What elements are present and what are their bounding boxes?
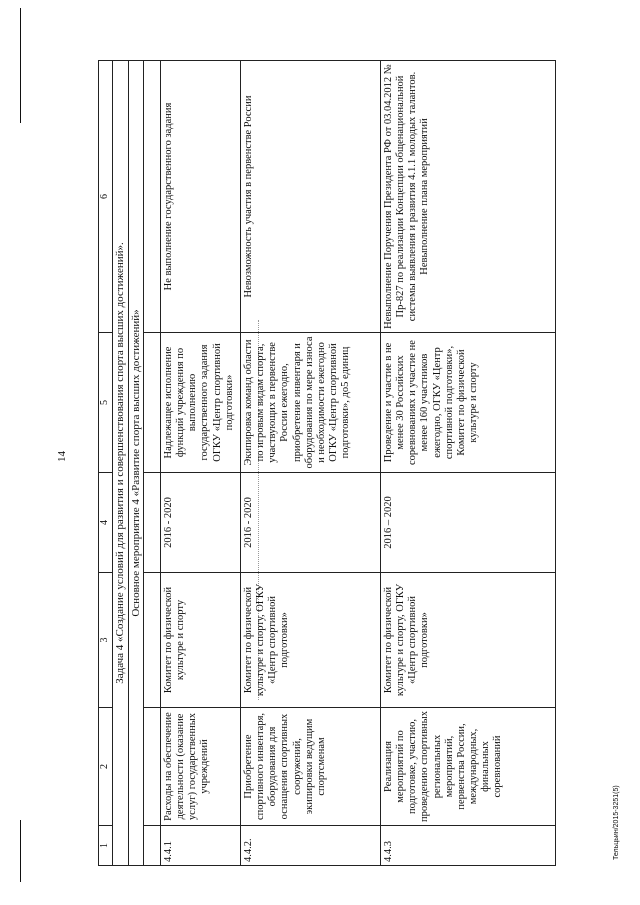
margin-line-top <box>20 8 21 123</box>
row-name: Реализация мероприятий по подготовке, участию, проведению спортивных региональных мероприятий, первенства России, международных, финальных соревнований <box>381 708 556 826</box>
row-number: 4.4.3 <box>381 826 556 866</box>
header-col-2: 2 <box>99 708 113 826</box>
row-name: Расходы на обеспечение деятельности (оказание услуг) государственных учреждений <box>161 708 241 826</box>
header-col-4: 4 <box>99 473 113 573</box>
row-result: Проведение и участие в не менее 30 Российских соревнованиях и участие не менее 160 участников ежегодно, ОГКУ «Центр спортивной подготовки», Комитет по физической культуре и спорту <box>381 333 556 473</box>
header-col-6: 6 <box>99 61 113 333</box>
row-number: 4.4.2. <box>241 826 381 866</box>
row-result: Экипировка команд области по игровым видам спорта, участвующих в первенстве России ежегодно, приобретение инвентаря и оборудования по мере износа и необходимости ежегодно ОГКУ «Центр спортивной подготовки», до5 единиц <box>241 333 381 473</box>
row-period: 2016 - 2020 <box>161 473 241 573</box>
row-period: 2016 - 2020 <box>241 473 381 573</box>
table-row <box>161 61 241 866</box>
spacer-cell <box>144 708 161 826</box>
rotated-table-container <box>98 61 594 866</box>
row-name: Приобретение спортивного инвентаря, оборудования для оснащения спортивных сооружений, экипировки ведущим спортсменам <box>241 708 381 826</box>
table-row <box>381 61 556 866</box>
spacer-cell <box>144 826 161 866</box>
spacer-cell <box>144 333 161 473</box>
subtask-title: Основное мероприятие 4 «Развитие спорта высших достижений» <box>128 61 144 866</box>
footer-code: Тельцьин/2015-3251(5) <box>613 785 620 860</box>
table-row <box>241 61 381 866</box>
task-row <box>113 61 129 866</box>
row-executor: Комитет по физической культуре и спорту, ОГКУ «Центр спортивной подготовки» <box>381 573 556 708</box>
row-executor: Комитет по физической культуре и спорту, ОГКУ «Центр спортивной подготовки» <box>241 573 381 708</box>
header-col-3: 3 <box>99 573 113 708</box>
row-number: 4.4.1 <box>161 826 241 866</box>
row-period: 2016 – 2020 <box>381 473 556 573</box>
row-risk: Невыполнение Поручения Президента РФ от 03.04.2012 № Пр-827 по реализации Концепции общенациональной системы выявления и развития 4.1.1 молодых талантов. Невыполнение плана мероприятий <box>381 61 556 333</box>
row-risk: Невозможность участия в первенстве России <box>241 61 381 333</box>
margin-line-bottom <box>20 820 21 882</box>
row-executor: Комитет по физической культуре и спорту <box>161 573 241 708</box>
spacer-cell <box>144 61 161 333</box>
spacer-cell <box>144 473 161 573</box>
spacer-row <box>144 61 161 866</box>
spacer-cell <box>144 573 161 708</box>
header-col-1: 1 <box>99 826 113 866</box>
row-result: Надлежащее исполнение функций учреждения по выполнению государственного задания ОГКУ «Центр спортивной подготовки» <box>161 333 241 473</box>
subtask-row <box>128 61 144 866</box>
header-col-5: 5 <box>99 333 113 473</box>
task-title: Задача 4 «Создание условий для развития и совершенствования спорта высших достижений». <box>113 61 129 866</box>
row-risk: Не выполнение государственного задания <box>161 61 241 333</box>
measures-table <box>98 60 556 866</box>
page-number: 14 <box>56 451 68 462</box>
header-row <box>99 61 113 866</box>
